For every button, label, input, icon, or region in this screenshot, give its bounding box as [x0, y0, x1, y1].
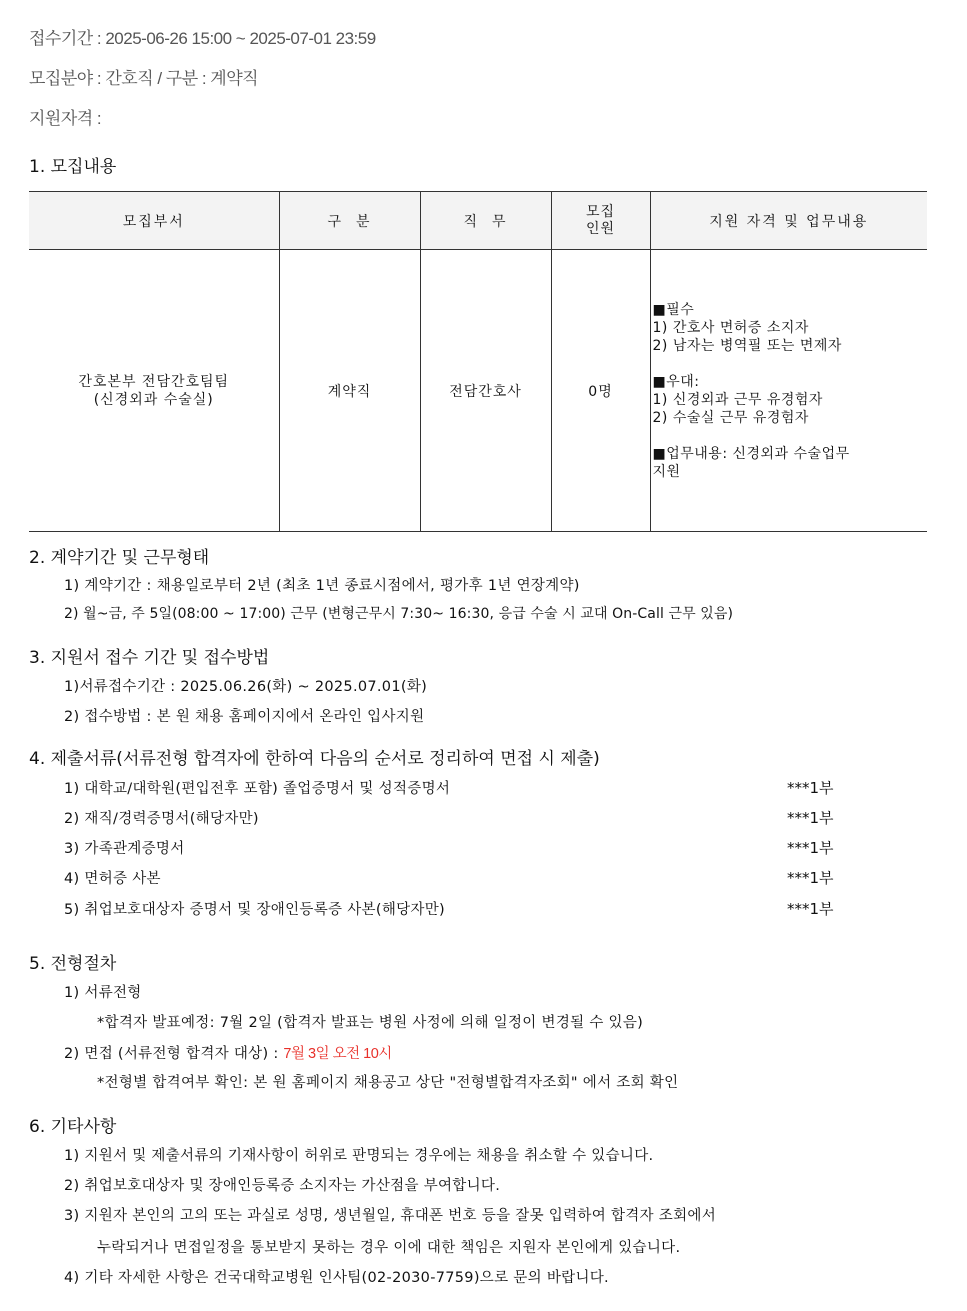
- cell-job: 전담간호사: [420, 250, 551, 532]
- list-item: 2) 접수방법 : 본 원 채용 홈페이지에서 온라인 입사지원: [64, 709, 425, 725]
- req-preferred: ■우대: 1) 신경외과 근무 유경험자 2) 수술실 근무 유경험자: [652, 373, 823, 426]
- copies-count: ***1부: [787, 809, 834, 827]
- col-dept: 모집부서: [29, 192, 279, 250]
- cell-type: 계약직: [279, 250, 420, 532]
- list-item: 4) 면허증 사본: [64, 871, 161, 887]
- application-period: 접수기간 : 2025-06-26 15:00 ~ 2025-07-01 23:59: [29, 29, 376, 48]
- list-item: 1) 지원서 및 제출서류의 기재사항이 허위로 판명되는 경우에는 채용을 취소할 수 있습니다.: [64, 1148, 654, 1164]
- qualification-label: 지원자격 :: [29, 109, 102, 128]
- col-requirements: 지원 자격 및 업무내용: [650, 192, 927, 250]
- section2-title: 2. 계약기간 및 근무형태: [29, 548, 210, 568]
- cell-count: 0명: [551, 250, 650, 532]
- table-header-row: [29, 192, 927, 250]
- list-item: 2) 취업보호대상자 및 장애인등록증 소지자는 가산점을 부여합니다.: [64, 1178, 501, 1194]
- list-item: 3) 가족관계증명서: [64, 841, 185, 857]
- step-interview: [64, 1042, 392, 1063]
- cell-dept: 간호본부 전담간호팀팀 (신경외과 수술실): [29, 250, 279, 532]
- section3-title: 3. 지원서 접수 기간 및 접수방법: [29, 648, 270, 668]
- req-required: ■필수 1) 간호사 면허증 소지자 2) 남자는 병역필 또는 면제자: [652, 301, 842, 354]
- list-item-continued: 누락되거나 면접일정을 통보받지 못하는 경우 이에 대한 책임은 지원자 본인에게 있습니다.: [97, 1240, 681, 1256]
- col-job: 직 무: [420, 192, 551, 250]
- list-item: 4) 기타 자세한 사항은 건국대학교병원 인사팀(02-2030-7759)으로 문의 바랍니다.: [64, 1270, 609, 1286]
- interview-date: 7월 3일 오전 10시: [283, 1046, 392, 1062]
- list-item: 1) 대학교/대학원(편입전후 포함) 졸업증명서 및 성적증명서: [64, 781, 451, 797]
- section4-title: 4. 제출서류(서류전형 합격자에 한하여 다음의 순서로 정리하여 면접 시 제출): [29, 749, 600, 769]
- list-item: 2) 월~금, 주 5일(08:00 ~ 17:00) 근무 (변형근무시 7:30~ 16:30, 응급 수술 시 교대 On-Call 근무 있음): [64, 606, 734, 622]
- copies-count: ***1부: [787, 900, 834, 918]
- req-duty: ■업무내용: 신경외과 수술업무 지원: [652, 445, 850, 480]
- result-check-note: *전형별 합격여부 확인: 본 원 홈페이지 채용공고 상단 "전형별합격자조회" 에서 조회 확인: [97, 1075, 679, 1091]
- recruit-field: 모집분야 : 간호직 / 구분 : 계약직: [29, 69, 259, 88]
- list-item: 2) 재직/경력증명서(해당자만): [64, 811, 259, 827]
- col-count: 모집 인원: [551, 192, 650, 250]
- step-interview-label: 2) 면접 (서류전형 합격자 대상) :: [64, 1046, 284, 1062]
- section5-title: 5. 전형절차: [29, 954, 117, 974]
- col-type: 구 분: [279, 192, 420, 250]
- section6-title: 6. 기타사항: [29, 1117, 117, 1137]
- step-document-screening: 1) 서류전형: [64, 985, 142, 1001]
- list-item: 1)서류접수기간 : 2025.06.26(화) ~ 2025.07.01(화): [64, 679, 428, 695]
- recruit-table: [29, 191, 927, 532]
- copies-count: ***1부: [787, 869, 834, 887]
- cell-requirements: [650, 250, 927, 532]
- section1-title: 1. 모집내용: [29, 157, 117, 177]
- list-item: 5) 취업보호대상자 증명서 및 장애인등록증 사본(해당자만): [64, 902, 446, 918]
- announcement-note: *합격자 발표예정: 7월 2일 (합격자 발표는 병원 사정에 의해 일정이 변경될 수 있음): [97, 1015, 644, 1031]
- list-item: 1) 계약기간 : 채용일로부터 2년 (최초 1년 종료시점에서, 평가후 1년 연장계약): [64, 578, 580, 594]
- list-item: 3) 지원자 본인의 고의 또는 과실로 성명, 생년월일, 휴대폰 번호 등을 잘못 입력하여 합격자 조회에서: [64, 1208, 716, 1224]
- table-row: [29, 250, 927, 532]
- copies-count: ***1부: [787, 779, 834, 797]
- copies-count: ***1부: [787, 839, 834, 857]
